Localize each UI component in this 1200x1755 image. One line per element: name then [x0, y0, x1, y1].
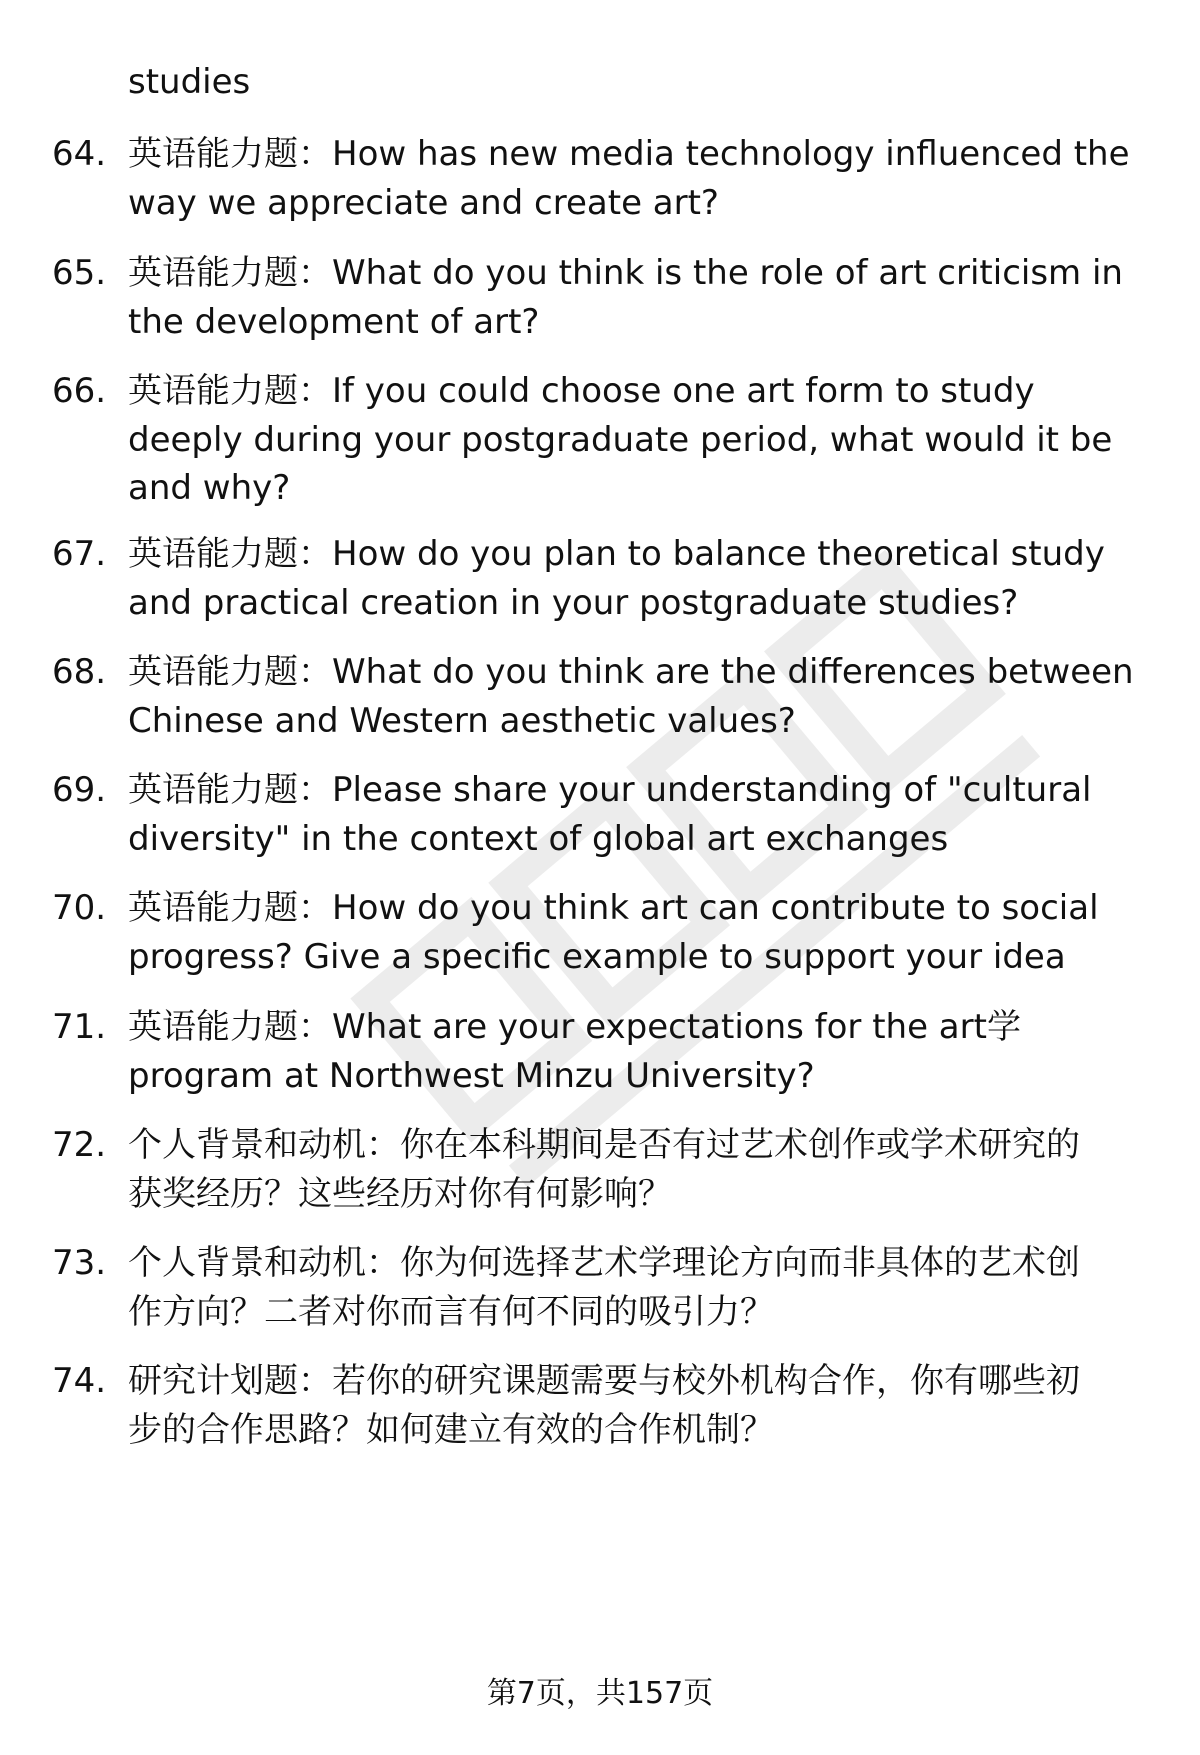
question-number: 72.	[52, 1125, 107, 1165]
page-footer: 第7页，共157页	[486, 1676, 714, 1711]
question-text: 英语能力题：What do you think are the differences between Chinese and Western aesthetic values?	[128, 652, 1134, 741]
question-number: 69.	[52, 770, 107, 810]
question-text: 个人背景和动机：你为何选择艺术学理论方向而非具体的艺术创 作方向？二者对你而言有何不同的吸引力？	[128, 1243, 1080, 1332]
question-text: 英语能力题：If you could choose one art form to study deeply during your postgraduate period, what would it be and why?	[128, 371, 1113, 508]
question-number: 71.	[52, 1007, 107, 1047]
question-number: 67.	[52, 534, 107, 574]
question-text: 研究计划题：若你的研究课题需要与校外机构合作，你有哪些初 步的合作思路？如何建立有效的合作机制？	[128, 1361, 1080, 1450]
question-number: 74.	[52, 1361, 107, 1401]
question-number: 65.	[52, 253, 107, 293]
question-number: 70.	[52, 888, 107, 928]
question-text: 英语能力题：What do you think is the role of art criticism in the development of art?	[128, 253, 1123, 342]
question-number: 68.	[52, 652, 107, 692]
question-number: 66.	[52, 371, 107, 411]
question-number: 73.	[52, 1243, 107, 1283]
question-text: 英语能力题：How do you think art can contribute to social progress? Give a specific example to support your idea	[128, 888, 1099, 977]
question-text: 英语能力题：What are your expectations for the art学 program at Northwest Minzu University?	[128, 1007, 1021, 1096]
continuation-text: studies	[128, 62, 251, 102]
question-text: 英语能力题：Please share your understanding of "cultural diversity" in the context of global art exchanges	[128, 770, 1092, 859]
question-text: 个人背景和动机：你在本科期间是否有过艺术创作或学术研究的 获奖经历？这些经历对你有何影响？	[128, 1125, 1080, 1214]
question-text: 英语能力题：How do you plan to balance theoretical study and practical creation in your postgraduate studies?	[128, 534, 1105, 623]
question-number: 64.	[52, 134, 107, 174]
question-text: 英语能力题：How has new media technology influenced the way we appreciate and create art?	[128, 134, 1130, 223]
